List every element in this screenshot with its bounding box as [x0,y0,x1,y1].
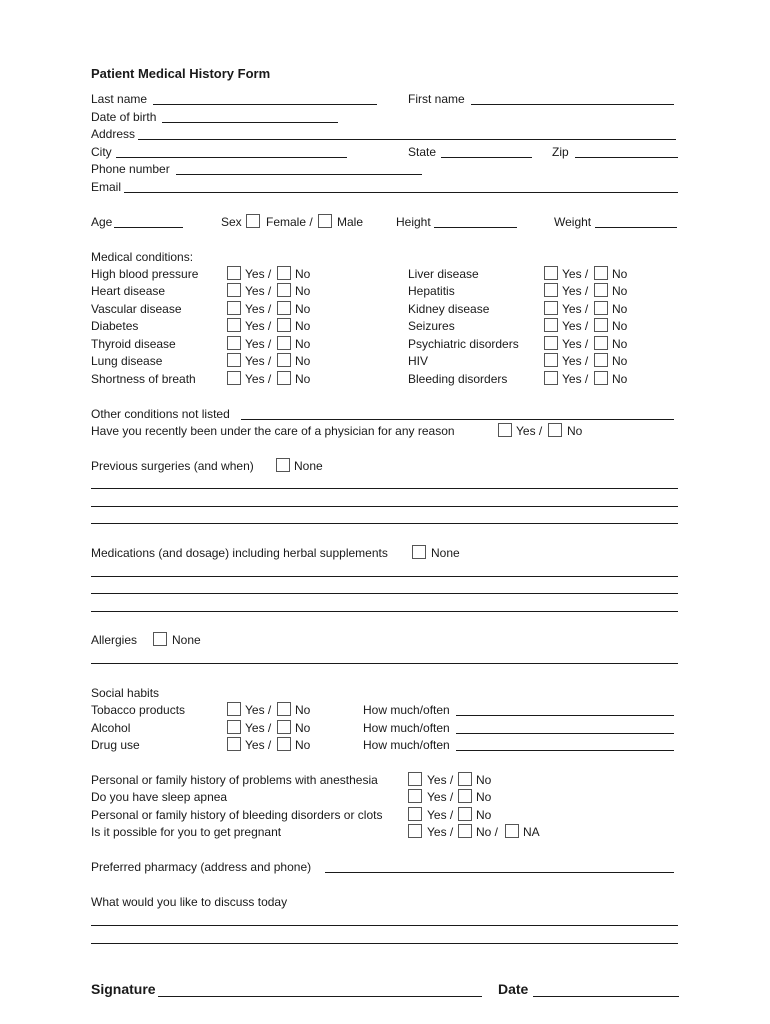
no-checkbox[interactable] [277,353,291,367]
yes-label: Yes / [245,354,272,368]
yes-label: Yes / [562,337,589,351]
surgeries-label: Previous surgeries (and when) [91,459,254,473]
yes-label: Yes / [562,319,589,333]
no-label: No [612,267,628,281]
form-title: Patient Medical History Form [91,66,271,81]
signature-label: Signature [91,981,156,997]
address-label: Address [91,127,136,141]
male-label: Male [337,215,364,229]
yes-checkbox[interactable] [227,720,241,734]
no-checkbox[interactable] [277,371,291,385]
no-checkbox[interactable] [277,737,291,751]
no-checkbox[interactable] [277,318,291,332]
medications-label: Medications (and dosage) including herbal supplements [91,546,388,560]
female-checkbox[interactable] [246,214,260,228]
condition-label: Hepatitis [408,284,455,298]
yes-checkbox[interactable] [544,283,558,297]
history-question: Do you have sleep apnea [91,790,228,804]
condition-label: High blood pressure [91,267,199,281]
yes-checkbox[interactable] [227,283,241,297]
yes-checkbox[interactable] [227,737,241,751]
zip-input[interactable] [575,157,678,158]
yes-label: Yes / [562,372,589,386]
yes-label: Yes / [427,790,454,804]
last-name-label: Last name [91,92,148,106]
yes-checkbox[interactable] [227,301,241,315]
no-checkbox[interactable] [594,318,608,332]
female-label: Female / [266,215,313,229]
email-label: Email [91,180,122,194]
height-label: Height [396,215,431,229]
no-checkbox[interactable] [594,283,608,297]
yes-label: Yes / [245,267,272,281]
none-label: None [294,459,323,473]
allergies-line[interactable] [91,663,678,664]
medications-line[interactable] [91,576,678,577]
yes-label: Yes / [245,337,272,351]
no-checkbox[interactable] [548,423,562,437]
zip-label: Zip [552,145,569,159]
yes-label: Yes / [562,302,589,316]
no-checkbox[interactable] [594,266,608,280]
age-label: Age [91,215,113,229]
city-input[interactable] [116,157,347,158]
date-label: Date [498,981,529,997]
condition-label: Seizures [408,319,455,333]
yes-checkbox[interactable] [544,266,558,280]
no-label: No [295,337,311,351]
condition-label: Liver disease [408,267,479,281]
pharmacy-label: Preferred pharmacy (address and phone) [91,860,312,874]
social-heading: Social habits [91,686,160,700]
first-name-label: First name [408,92,465,106]
social-item-label: Tobacco products [91,703,186,717]
no-checkbox[interactable] [458,824,472,838]
first-name-input[interactable] [471,104,674,105]
none-label: None [431,546,460,560]
no-checkbox[interactable] [594,336,608,350]
discuss-label: What would you like to discuss today [91,895,288,909]
discuss-line[interactable] [91,943,678,944]
sex-label: Sex [221,215,242,229]
yes-checkbox[interactable] [408,772,422,786]
state-label: State [408,145,437,159]
yes-checkbox[interactable] [227,371,241,385]
other-conditions-label: Other conditions not listed [91,407,230,421]
yes-label: Yes / [245,738,272,752]
none-checkbox[interactable] [276,458,290,472]
medications-line[interactable] [91,611,678,612]
weight-input[interactable] [595,227,677,228]
no-checkbox[interactable] [594,301,608,315]
no-checkbox[interactable] [277,301,291,315]
no-checkbox[interactable] [277,283,291,297]
no-label: No [295,302,311,316]
yes-checkbox[interactable] [227,353,241,367]
discuss-line[interactable] [91,925,678,926]
last-name-input[interactable] [153,104,377,105]
yes-label: Yes / [427,808,454,822]
no-label: No [295,267,311,281]
no-checkbox[interactable] [277,336,291,350]
yes-checkbox[interactable] [227,266,241,280]
yes-checkbox[interactable] [544,336,558,350]
yes-label: Yes / [245,721,272,735]
condition-label: Psychiatric disorders [408,337,519,351]
condition-label: Shortness of breath [91,372,196,386]
yes-label: Yes / [562,284,589,298]
yes-checkbox[interactable] [408,824,422,838]
condition-label: Heart disease [91,284,166,298]
no-label: No [476,808,492,822]
date-input[interactable] [533,996,679,997]
no-label: No [295,721,311,735]
no-checkbox[interactable] [277,702,291,716]
no-checkbox[interactable] [277,266,291,280]
history-question: Personal or family history of problems with anesthesia [91,773,378,787]
how-much-input[interactable] [456,733,674,734]
age-input[interactable] [114,227,183,228]
no-label: No [295,284,311,298]
other-conditions-input[interactable] [241,419,674,420]
phone-input[interactable] [176,174,422,175]
no-label: No [295,354,311,368]
no-label: No [295,738,311,752]
no-label: No [612,302,628,316]
yes-label: Yes / [427,825,454,839]
yes-checkbox[interactable] [227,702,241,716]
no-checkbox[interactable] [458,807,472,821]
medical-heading: Medical conditions: [91,250,194,264]
yes-checkbox[interactable] [544,371,558,385]
no-label: No [295,319,311,333]
signature-input[interactable] [158,996,482,997]
condition-label: Lung disease [91,354,163,368]
no-checkbox[interactable] [458,789,472,803]
na-label: NA [523,825,540,839]
condition-label: Thyroid disease [91,337,176,351]
state-input[interactable] [441,157,532,158]
height-input[interactable] [434,227,517,228]
none-label: None [172,633,201,647]
none-checkbox[interactable] [412,545,426,559]
surgeries-line[interactable] [91,523,678,524]
no-label: No [295,703,311,717]
no-label: No [567,424,583,438]
no-checkbox[interactable] [594,371,608,385]
no-label: No [295,372,311,386]
yes-checkbox[interactable] [498,423,512,437]
pharmacy-input[interactable] [325,872,674,873]
no-label: No [612,337,628,351]
yes-label: Yes / [562,267,589,281]
dob-input[interactable] [162,122,338,123]
city-label: City [91,145,112,159]
how-much-label: How much/often [363,721,450,735]
address-input[interactable] [138,139,676,140]
none-checkbox[interactable] [153,632,167,646]
condition-label: Diabetes [91,319,139,333]
medications-line[interactable] [91,593,678,594]
no-label: No [612,354,628,368]
no-label: No [476,773,492,787]
email-input[interactable] [124,192,678,193]
no-label: No [612,284,628,298]
yes-label: Yes / [562,354,589,368]
yes-label: Yes / [245,703,272,717]
yes-checkbox[interactable] [227,336,241,350]
surgeries-line[interactable] [91,506,678,507]
no-checkbox[interactable] [458,772,472,786]
yes-label: Yes / [245,319,272,333]
social-item-label: Drug use [91,738,140,752]
condition-label: Bleeding disorders [408,372,508,386]
history-question: Is it possible for you to get pregnant [91,825,282,839]
history-question: Personal or family history of bleeding disorders or clots [91,808,383,822]
social-item-label: Alcohol [91,721,131,735]
yes-label: Yes / [245,302,272,316]
weight-label: Weight [554,215,592,229]
dob-label: Date of birth [91,110,157,124]
how-much-input[interactable] [456,715,674,716]
condition-label: Kidney disease [408,302,490,316]
yes-label: Yes / [427,773,454,787]
no-label: No / [476,825,499,839]
how-much-input[interactable] [456,750,674,751]
no-checkbox[interactable] [277,720,291,734]
yes-label: Yes / [516,424,543,438]
how-much-label: How much/often [363,703,450,717]
no-label: No [612,372,628,386]
yes-checkbox[interactable] [544,353,558,367]
yes-checkbox[interactable] [544,301,558,315]
no-label: No [612,319,628,333]
phone-label: Phone number [91,162,170,176]
allergies-label: Allergies [91,633,138,647]
no-checkbox[interactable] [594,353,608,367]
male-checkbox[interactable] [318,214,332,228]
yes-checkbox[interactable] [544,318,558,332]
physician-care-label: Have you recently been under the care of a physician for any reason [91,424,455,438]
how-much-label: How much/often [363,738,450,752]
yes-label: Yes / [245,372,272,386]
yes-checkbox[interactable] [408,807,422,821]
condition-label: Vascular disease [91,302,182,316]
condition-label: HIV [408,354,429,368]
yes-checkbox[interactable] [408,789,422,803]
na-checkbox[interactable] [505,824,519,838]
no-label: No [476,790,492,804]
yes-checkbox[interactable] [227,318,241,332]
yes-label: Yes / [245,284,272,298]
surgeries-line[interactable] [91,488,678,489]
